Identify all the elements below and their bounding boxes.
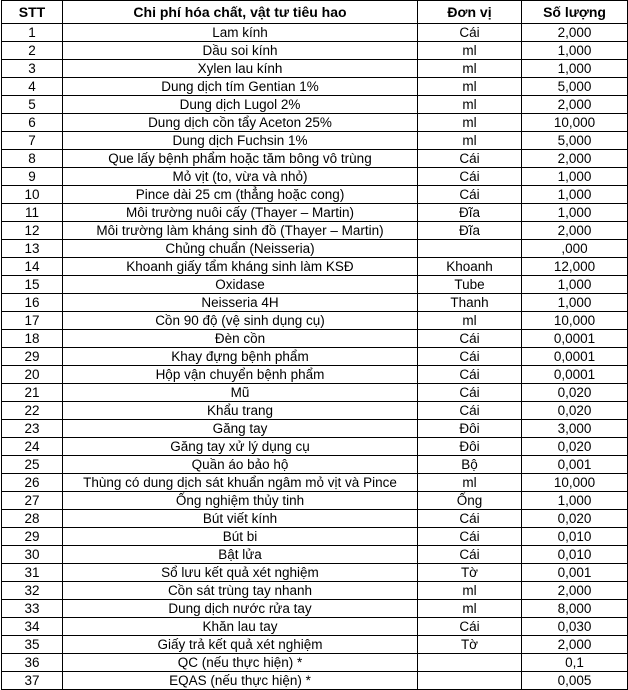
cell-unit: ml — [418, 582, 522, 600]
cell-unit: ml — [418, 312, 522, 330]
cell-unit: Đôi — [418, 438, 522, 456]
cell-quantity: 2,000 — [522, 150, 628, 168]
cell-quantity: ,000 — [522, 240, 628, 258]
cell-stt: 20 — [2, 366, 63, 384]
cell-quantity: 5,000 — [522, 132, 628, 150]
cell-quantity: 10,000 — [522, 114, 628, 132]
cell-item: QC (nếu thực hiện) * — [63, 654, 418, 672]
table-row — [2, 168, 628, 186]
cell-item: Khăn lau tay — [63, 618, 418, 636]
cell-stt: 1 — [2, 24, 63, 42]
cell-unit: Cái — [418, 168, 522, 186]
cell-stt: 27 — [2, 492, 63, 510]
cell-unit: Cái — [418, 402, 522, 420]
cell-item: Bật lửa — [63, 546, 418, 564]
cell-quantity: 0,005 — [522, 672, 628, 690]
cell-quantity: 0,030 — [522, 618, 628, 636]
cell-stt: 10 — [2, 186, 63, 204]
table-row — [2, 528, 628, 546]
cell-unit: Khoanh — [418, 258, 522, 276]
cell-unit: ml — [418, 60, 522, 78]
cell-item: Lam kính — [63, 24, 418, 42]
cell-unit — [418, 654, 522, 672]
cell-item: Sổ lưu kết quả xét nghiệm — [63, 564, 418, 582]
cell-unit: Đĩa — [418, 204, 522, 222]
table-row — [2, 114, 628, 132]
cell-item: Môi trường làm kháng sinh đồ (Thayer – Martin) — [63, 222, 418, 240]
cell-stt: 6 — [2, 114, 63, 132]
cell-stt: 7 — [2, 132, 63, 150]
cell-item: Khoanh giấy tẩm kháng sinh làm KSĐ — [63, 258, 418, 276]
cell-stt: 9 — [2, 168, 63, 186]
cell-item: Dung dịch cồn tẩy Aceton 25% — [63, 114, 418, 132]
cell-unit: Đĩa — [418, 222, 522, 240]
cell-item: Ống nghiệm thủy tinh — [63, 492, 418, 510]
cell-quantity: 0,1 — [522, 654, 628, 672]
table-row — [2, 330, 628, 348]
cell-unit: ml — [418, 114, 522, 132]
cell-item: Khẩu trang — [63, 402, 418, 420]
table-row — [2, 276, 628, 294]
cell-unit: Cái — [418, 618, 522, 636]
table-row — [2, 402, 628, 420]
cell-quantity: 0,001 — [522, 456, 628, 474]
cell-stt: 5 — [2, 96, 63, 114]
table-row — [2, 186, 628, 204]
cell-item: Môi trường nuôi cấy (Thayer – Martin) — [63, 204, 418, 222]
table-row — [2, 636, 628, 654]
cell-quantity: 1,000 — [522, 60, 628, 78]
cell-quantity: 2,000 — [522, 582, 628, 600]
table-row — [2, 564, 628, 582]
cell-item: Dung dịch nước rửa tay — [63, 600, 418, 618]
cell-quantity: 0,001 — [522, 564, 628, 582]
header-unit: Đơn vị — [418, 1, 522, 24]
cell-item: Bút bi — [63, 528, 418, 546]
cell-quantity: 10,000 — [522, 474, 628, 492]
cell-stt: 14 — [2, 258, 63, 276]
cell-item: Que lấy bệnh phẩm hoặc tăm bông vô trùng — [63, 150, 418, 168]
header-quantity: Số lượng — [522, 1, 628, 24]
cell-item: Găng tay — [63, 420, 418, 438]
cell-quantity: 0,0001 — [522, 366, 628, 384]
header-stt: STT — [2, 1, 63, 24]
cell-item: Dung dịch tím Gentian 1% — [63, 78, 418, 96]
table-row — [2, 618, 628, 636]
cell-stt: 29 — [2, 348, 63, 366]
cell-stt: 34 — [2, 618, 63, 636]
table-row — [2, 348, 628, 366]
cell-quantity: 2,000 — [522, 636, 628, 654]
cell-quantity: 3,000 — [522, 420, 628, 438]
table-row — [2, 222, 628, 240]
cell-quantity: 2,000 — [522, 96, 628, 114]
table-row — [2, 366, 628, 384]
cell-stt: 24 — [2, 438, 63, 456]
table-row — [2, 474, 628, 492]
cell-quantity: 0,020 — [522, 384, 628, 402]
cell-unit: ml — [418, 96, 522, 114]
cell-quantity: 1,000 — [522, 294, 628, 312]
cell-stt: 21 — [2, 384, 63, 402]
cell-item: Thùng có dung dịch sát khuẩn ngâm mỏ vịt và Pince — [63, 474, 418, 492]
cell-quantity: 0,0001 — [522, 348, 628, 366]
table-row — [2, 672, 628, 690]
cell-item: Bút viết kính — [63, 510, 418, 528]
cell-item: Hộp vận chuyển bệnh phẩm — [63, 366, 418, 384]
cell-quantity: 0,010 — [522, 528, 628, 546]
cell-stt: 33 — [2, 600, 63, 618]
table-row — [2, 492, 628, 510]
cell-item: Dung dịch Fuchsin 1% — [63, 132, 418, 150]
table-row — [2, 78, 628, 96]
cell-unit: Cái — [418, 348, 522, 366]
cell-stt: 23 — [2, 420, 63, 438]
cell-stt: 8 — [2, 150, 63, 168]
cell-quantity: 0,020 — [522, 510, 628, 528]
cell-stt: 30 — [2, 546, 63, 564]
cell-item: Xylen lau kính — [63, 60, 418, 78]
cell-unit: Cái — [418, 510, 522, 528]
header-item: Chi phí hóa chất, vật tư tiêu hao — [63, 1, 418, 24]
cell-stt: 28 — [2, 510, 63, 528]
cell-quantity: 0,0001 — [522, 330, 628, 348]
cell-unit: Tờ — [418, 636, 522, 654]
table-row — [2, 132, 628, 150]
cell-item: Dầu soi kính — [63, 42, 418, 60]
cell-stt: 36 — [2, 654, 63, 672]
table-row — [2, 42, 628, 60]
cell-item: Pince dài 25 cm (thẳng hoặc cong) — [63, 186, 418, 204]
table-row — [2, 204, 628, 222]
table-row — [2, 240, 628, 258]
table-row — [2, 258, 628, 276]
cell-item: Neisseria 4H — [63, 294, 418, 312]
cell-stt: 13 — [2, 240, 63, 258]
cell-item: Giấy trả kết quả xét nghiệm — [63, 636, 418, 654]
cell-stt: 4 — [2, 78, 63, 96]
cell-quantity: 8,000 — [522, 600, 628, 618]
table-row — [2, 654, 628, 672]
cell-item: Cồn 90 độ (vệ sinh dụng cụ) — [63, 312, 418, 330]
cell-item: Chủng chuẩn (Neisseria) — [63, 240, 418, 258]
cell-stt: 31 — [2, 564, 63, 582]
cell-unit — [418, 672, 522, 690]
cell-stt: 29 — [2, 528, 63, 546]
cell-unit: Cái — [418, 186, 522, 204]
table-row — [2, 420, 628, 438]
cell-unit: ml — [418, 78, 522, 96]
cell-quantity: 1,000 — [522, 186, 628, 204]
cell-stt: 2 — [2, 42, 63, 60]
cell-stt: 22 — [2, 402, 63, 420]
table-row — [2, 24, 628, 42]
cell-unit — [418, 240, 522, 258]
cell-quantity: 1,000 — [522, 204, 628, 222]
cell-quantity: 12,000 — [522, 258, 628, 276]
table-row — [2, 60, 628, 78]
cell-unit: Đôi — [418, 420, 522, 438]
cell-quantity: 0,010 — [522, 546, 628, 564]
cell-unit: Ống — [418, 492, 522, 510]
cell-stt: 16 — [2, 294, 63, 312]
cell-item: Găng tay xử lý dụng cụ — [63, 438, 418, 456]
cell-item: Mỏ vịt (to, vừa và nhỏ) — [63, 168, 418, 186]
cell-stt: 25 — [2, 456, 63, 474]
table-row — [2, 384, 628, 402]
cell-item: Quần áo bảo hộ — [63, 456, 418, 474]
cell-stt: 3 — [2, 60, 63, 78]
cell-unit: ml — [418, 42, 522, 60]
cell-stt: 12 — [2, 222, 63, 240]
table-row — [2, 150, 628, 168]
consumables-table — [1, 0, 628, 690]
cell-quantity: 1,000 — [522, 42, 628, 60]
cell-unit: Cái — [418, 150, 522, 168]
table-row — [2, 294, 628, 312]
cell-quantity: 2,000 — [522, 222, 628, 240]
cell-unit: Cái — [418, 24, 522, 42]
cell-stt: 18 — [2, 330, 63, 348]
table-row — [2, 438, 628, 456]
header-row — [2, 1, 628, 24]
cell-unit: Cái — [418, 546, 522, 564]
cell-unit: Cái — [418, 384, 522, 402]
cell-quantity: 1,000 — [522, 168, 628, 186]
cell-unit: Cái — [418, 330, 522, 348]
cell-unit: Cái — [418, 528, 522, 546]
cell-item: Mũ — [63, 384, 418, 402]
cell-unit: Cái — [418, 366, 522, 384]
cell-quantity: 0,020 — [522, 438, 628, 456]
cell-unit: Tube — [418, 276, 522, 294]
cell-quantity: 2,000 — [522, 24, 628, 42]
cell-quantity: 1,000 — [522, 276, 628, 294]
cell-unit: Tờ — [418, 564, 522, 582]
cell-stt: 17 — [2, 312, 63, 330]
table-row — [2, 312, 628, 330]
table-row — [2, 456, 628, 474]
table-row — [2, 510, 628, 528]
cell-unit: ml — [418, 600, 522, 618]
cell-stt: 26 — [2, 474, 63, 492]
cell-stt: 37 — [2, 672, 63, 690]
table-row — [2, 96, 628, 114]
table-row — [2, 582, 628, 600]
cell-unit: Thanh — [418, 294, 522, 312]
cell-unit: Bộ — [418, 456, 522, 474]
cell-quantity: 5,000 — [522, 78, 628, 96]
cell-quantity: 10,000 — [522, 312, 628, 330]
cell-item: Oxidase — [63, 276, 418, 294]
cell-stt: 35 — [2, 636, 63, 654]
cell-stt: 15 — [2, 276, 63, 294]
table-row — [2, 546, 628, 564]
cell-quantity: 0,020 — [522, 402, 628, 420]
cell-item: Cồn sát trùng tay nhanh — [63, 582, 418, 600]
cell-item: Khay đựng bệnh phẩm — [63, 348, 418, 366]
cell-unit: ml — [418, 132, 522, 150]
cell-quantity: 1,000 — [522, 492, 628, 510]
cell-unit: ml — [418, 474, 522, 492]
cell-stt: 32 — [2, 582, 63, 600]
cell-item: Đèn cồn — [63, 330, 418, 348]
cell-item: Dung dịch Lugol 2% — [63, 96, 418, 114]
cell-stt: 11 — [2, 204, 63, 222]
table-row — [2, 600, 628, 618]
cell-item: EQAS (nếu thực hiện) * — [63, 672, 418, 690]
